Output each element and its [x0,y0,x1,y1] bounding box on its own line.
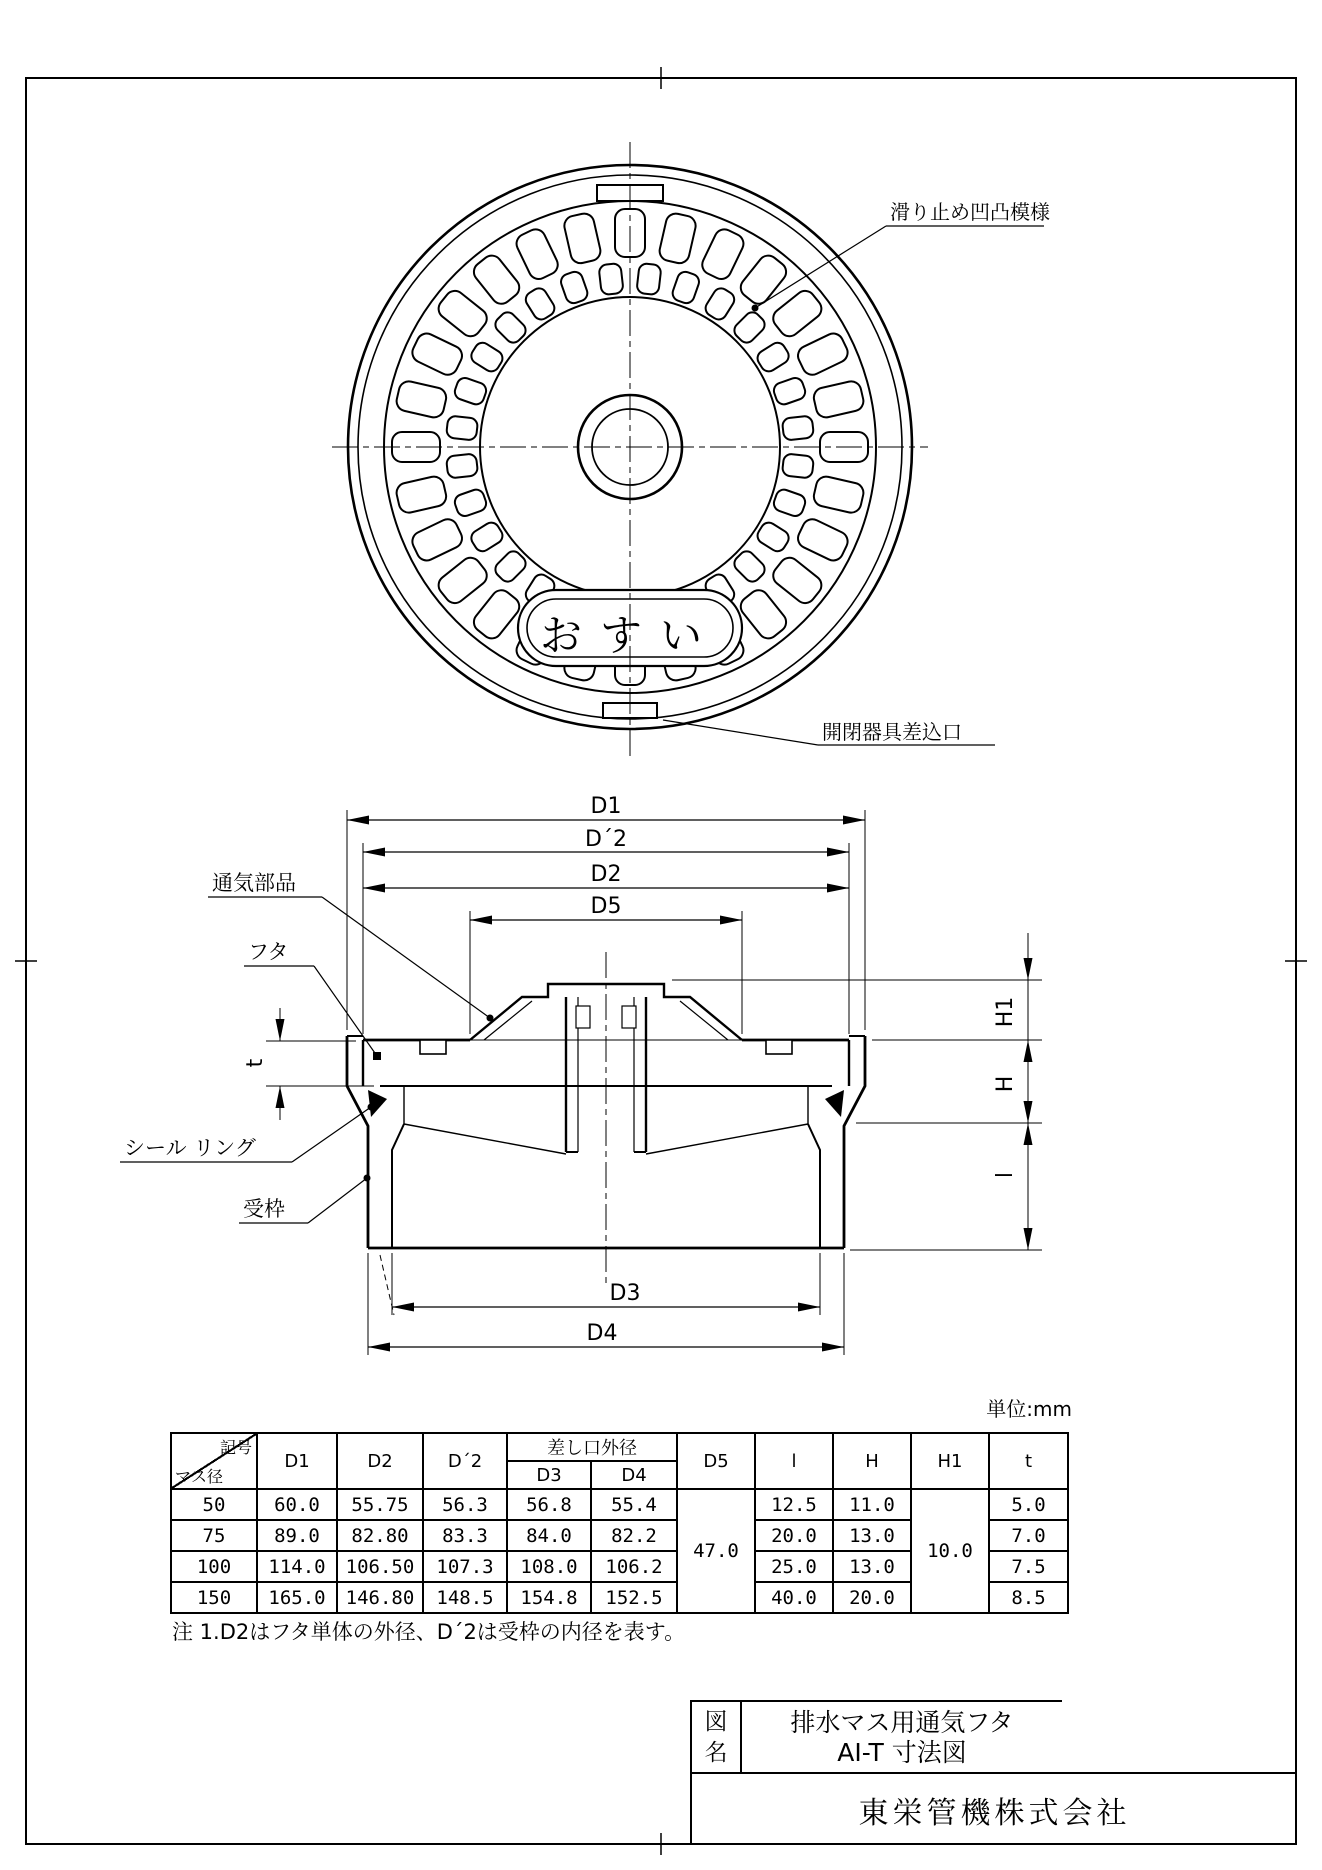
col-header-d1: D1 [257,1433,337,1489]
cover-plate-text: おすい [539,611,721,660]
dim-d1-label: D1 [590,794,622,819]
row-size-cell: 100 [171,1551,257,1582]
table-cell: 154.8 [507,1582,591,1613]
dimension-arrows [276,816,1033,1352]
vent-slot [769,554,825,607]
table-cell: 83.3 [423,1520,507,1551]
col-header-h: H [833,1433,911,1489]
table-cell: 114.0 [257,1551,337,1582]
top-view [332,142,1044,758]
dimension-chain-right [672,933,1042,1250]
title-field-char-1: 図 [704,1708,728,1735]
table-cell: 84.0 [507,1520,591,1551]
title-block [690,1700,1062,1774]
vent-part-label: 通気部品 [212,871,296,895]
col-header-d5: D5 [677,1433,755,1489]
dim-l-label: l [993,1171,1018,1179]
vent-slot [559,270,590,306]
table-cell: 8.5 [989,1582,1068,1613]
row-size-cell: 50 [171,1489,257,1520]
vent-slot [772,376,808,407]
pry-notch [766,1040,792,1054]
table-note: 注 1.D2はフタ単体の外径、D´2は受枠の内径を表す。 [172,1620,686,1644]
vent-slot [769,287,825,340]
vent-slot [435,554,491,607]
dim-d3-label: D3 [609,1281,641,1306]
vent-slot [523,285,558,322]
vent-slot [755,520,792,555]
vent-slot [598,263,623,295]
table-cell: 60.0 [257,1489,337,1520]
vent-slot [446,415,478,440]
leader-opener-slot [663,720,818,745]
table-cell: 108.0 [507,1551,591,1582]
vent-slot [409,516,465,564]
table-cell: 7.5 [989,1551,1068,1582]
table-cell: 11.0 [833,1489,911,1520]
lid-label: フタ [248,940,289,964]
vent-slot [470,252,523,308]
title-field-char-2: 名 [704,1740,728,1766]
sub-header-d4: D4 [591,1461,677,1489]
table-cell: 56.3 [423,1489,507,1520]
dim-t-label: t [243,1058,268,1068]
table-cell: 148.5 [423,1582,507,1613]
title-field-label [692,1702,742,1774]
vent-slot [453,376,489,407]
table-cell: 13.0 [833,1551,911,1582]
dim-h1-label: H1 [993,996,1018,1028]
sub-header-d3: D3 [507,1461,591,1489]
seal-ring-section [368,1090,387,1117]
table-cell: 82.2 [591,1520,677,1551]
table-cell: 165.0 [257,1582,337,1613]
table-cell: 10.0 [911,1489,989,1613]
drawing-title [742,1702,1062,1774]
dimension-table [170,1432,1069,1614]
vent-slot [562,212,602,265]
vent-slot [703,285,738,322]
vent-slot [795,516,851,564]
col-header-h1: H1 [911,1433,989,1489]
col-header-t: t [989,1433,1068,1489]
frame-label: 受枠 [243,1197,285,1221]
vent-slot [453,487,489,518]
col-header-l: l [755,1433,833,1489]
vent-slot [795,330,851,378]
vent-slot [468,340,505,375]
col-header-d2: D2 [337,1433,423,1489]
vent-slot [782,453,814,478]
table-cell: 12.5 [755,1489,833,1520]
table-cell: 89.0 [257,1520,337,1551]
pry-notch [420,1040,446,1054]
vent-slot [782,415,814,440]
vent-slot [470,586,523,642]
table-cell: 55.4 [591,1489,677,1520]
table-cell: 40.0 [755,1582,833,1613]
company-name: 東栄管機株式会社 [690,1772,1297,1845]
vent-slot [772,487,808,518]
row-size-cell: 75 [171,1520,257,1551]
drawing-title-line1: 排水マス用通気フタ [790,1707,1014,1737]
vent-slot [513,226,561,282]
corner-label-size: マス径 [175,1467,224,1486]
table-cell: 55.75 [337,1489,423,1520]
vent-slot [468,520,505,555]
vent-slot [737,252,790,308]
vent-slot [409,330,465,378]
row-size-cell: 150 [171,1582,257,1613]
seal-ring-label: シール リング [124,1136,256,1160]
vent-slot [812,379,865,419]
dim-h-label: H [993,1075,1018,1093]
table-cell: 5.0 [989,1489,1068,1520]
table-cell: 82.80 [337,1520,423,1551]
table-cell: 13.0 [833,1520,911,1551]
vent-slot [658,212,698,265]
opener-slot-label: 開閉器具差込口 [822,720,962,744]
vent-slot [755,340,792,375]
dim-dp2-label: D´2 [585,827,627,852]
vent-slot [636,263,661,295]
label-leaders [120,897,494,1223]
dim-d5-label: D5 [590,894,622,919]
col-header-socket-od: 差し口外径 [507,1433,677,1461]
table-cell: 56.8 [507,1489,591,1520]
antislip-label: 滑り止め凹凸模様 [890,200,1050,224]
table-cell: 20.0 [833,1582,911,1613]
dim-d4-label: D4 [586,1321,618,1346]
table-corner-cell [171,1433,257,1489]
table-cell: 107.3 [423,1551,507,1582]
part-outline [347,952,865,1288]
table-cell: 25.0 [755,1551,833,1582]
unit-label: 単位:mm [986,1397,1072,1421]
seal-ring-section [825,1090,844,1117]
table-cell: 7.0 [989,1520,1068,1551]
vent-slot [737,586,790,642]
vent-slot [670,270,701,306]
table-cell: 146.80 [337,1582,423,1613]
table-cell: 47.0 [677,1489,755,1613]
table-cell: 106.2 [591,1551,677,1582]
drawing-title-line2: AI-T 寸法図 [837,1738,967,1767]
corner-label-symbol: 記号 [219,1438,252,1457]
table-cell: 20.0 [755,1520,833,1551]
vent-slot [395,475,448,515]
dim-d2-label: D2 [590,862,622,887]
table-cell: 152.5 [591,1582,677,1613]
table-row [171,1489,1068,1520]
vent-slot [435,287,491,340]
vent-slot [446,453,478,478]
col-header-dp2: D´2 [423,1433,507,1489]
vent-slot [699,226,747,282]
table-cell: 106.50 [337,1551,423,1582]
vent-slot [812,475,865,515]
vent-slot [395,379,448,419]
